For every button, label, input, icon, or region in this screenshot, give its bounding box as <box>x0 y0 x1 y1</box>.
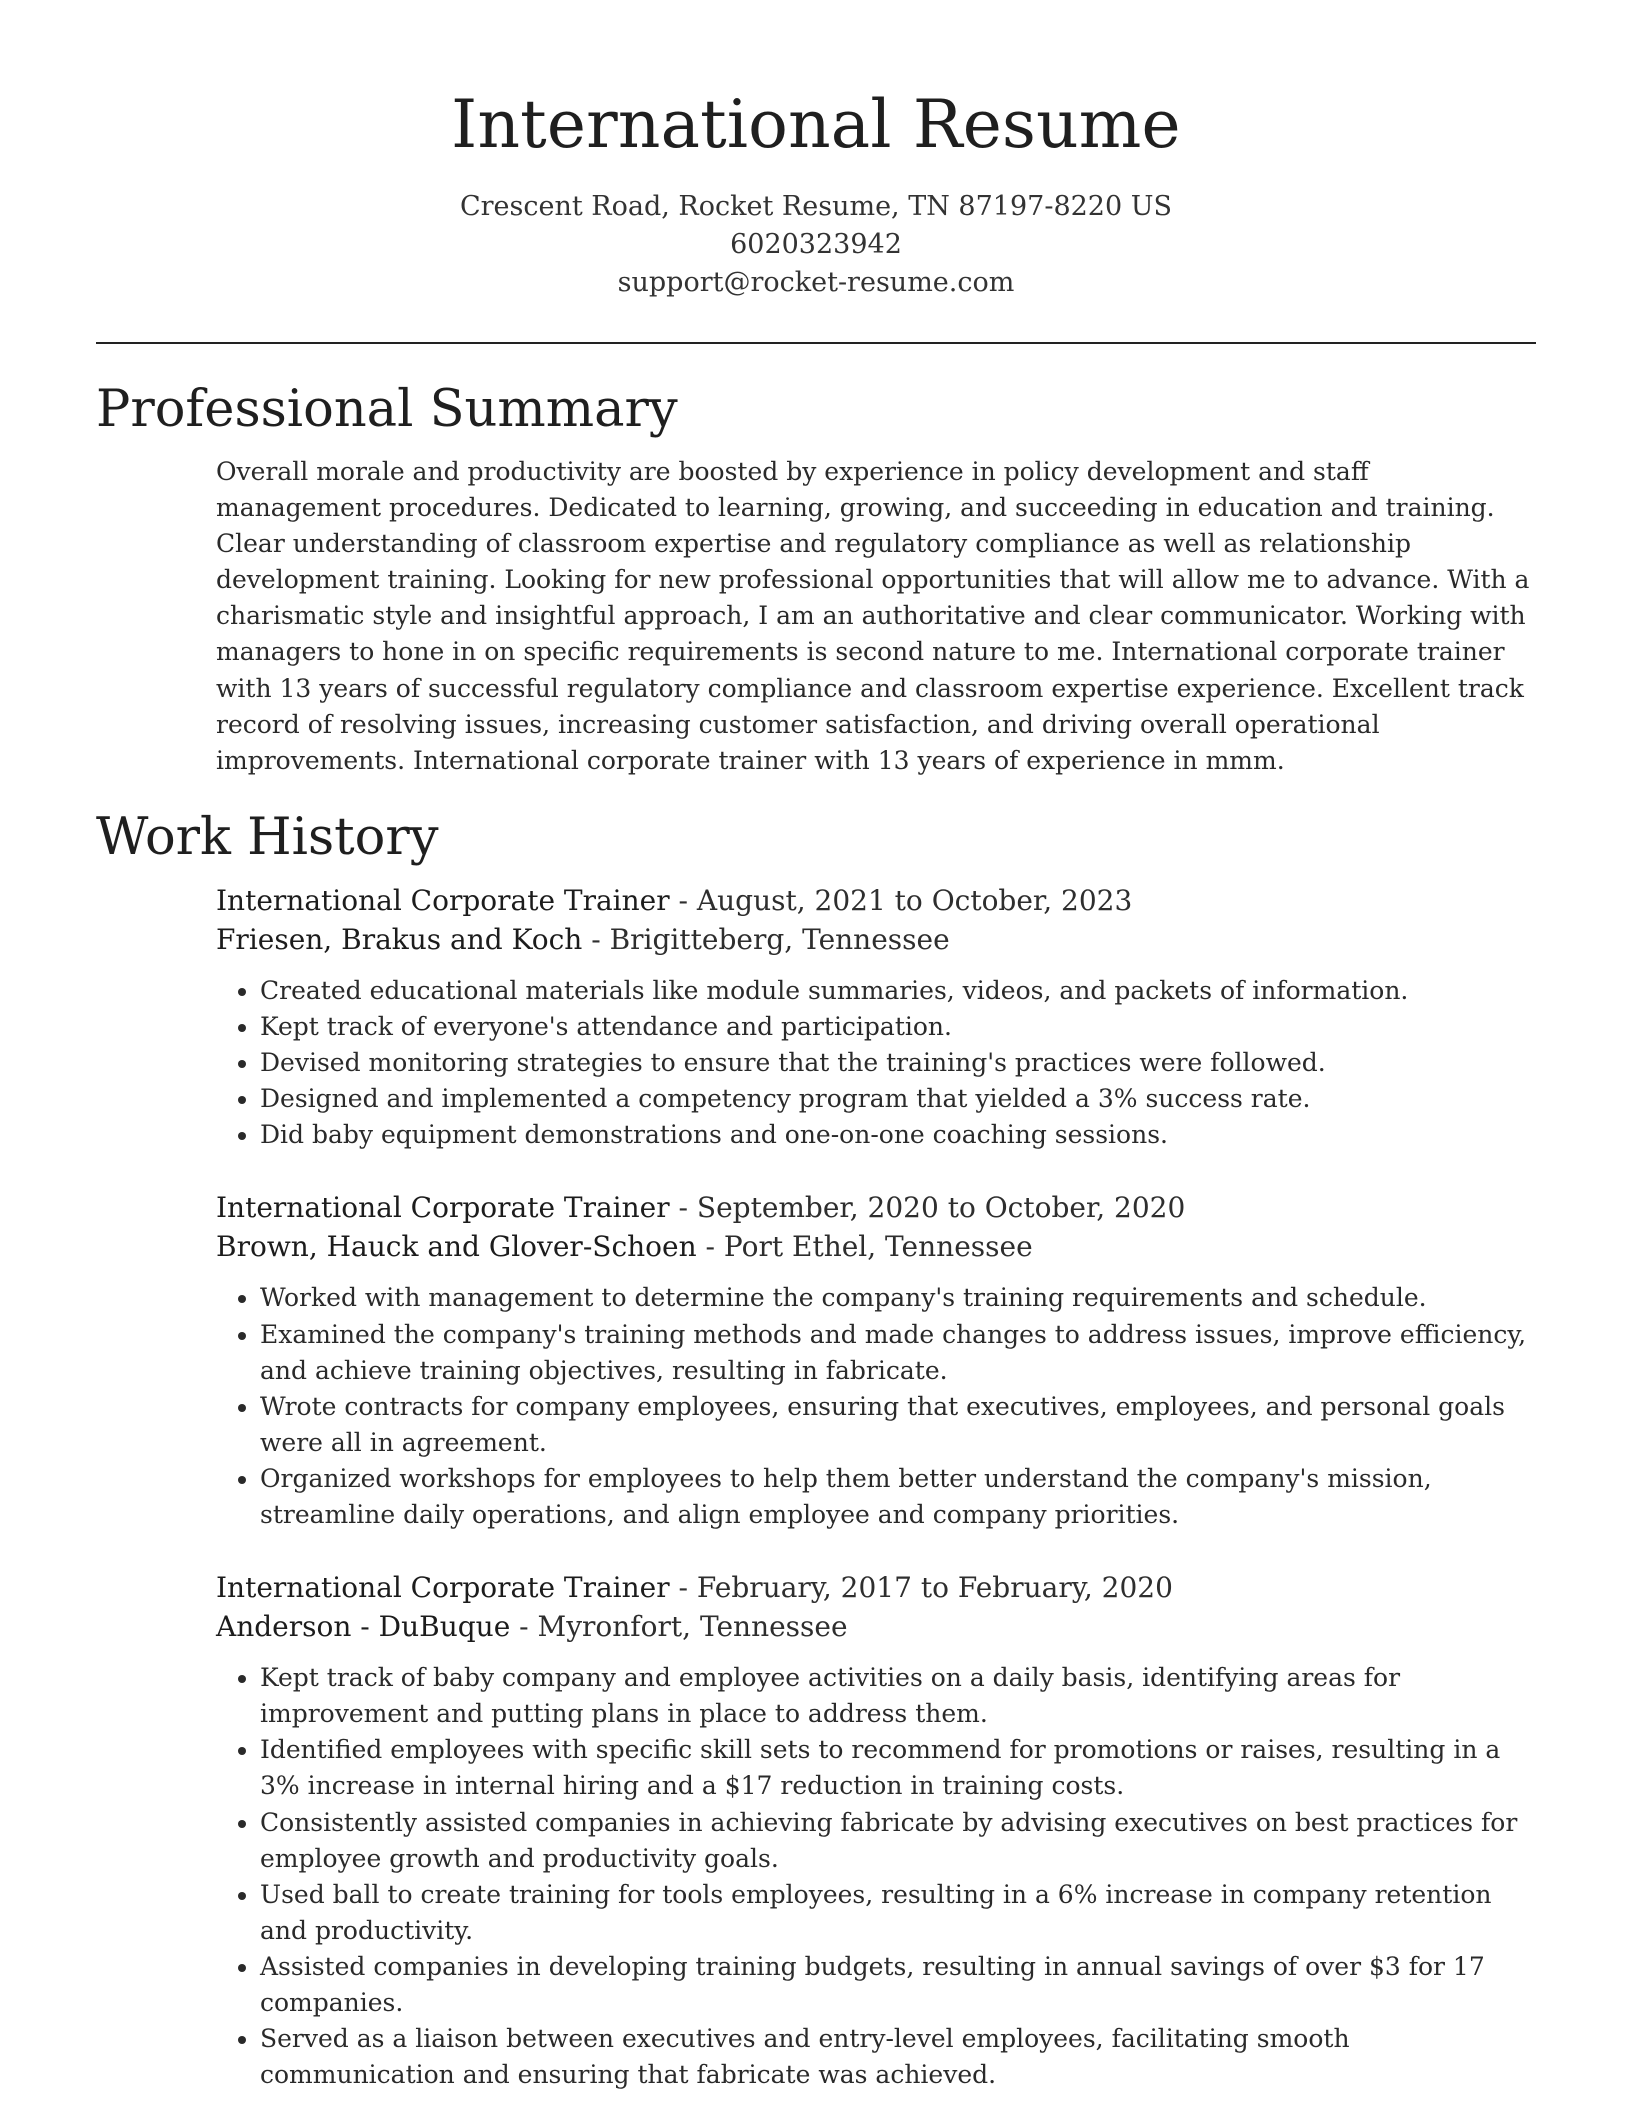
job-company: Friesen, Brakus and Koch <box>216 922 583 956</box>
job-entry <box>216 1189 1536 1533</box>
section-heading-work-history: Work History <box>96 808 439 867</box>
job-bullet: • Organized workshops for employees to help them better understand the company's mission, streamline daily operations, and align employee and company priorities. <box>260 1461 1536 1533</box>
contact-email: support@rocket-resume.com <box>617 267 1015 298</box>
job-bullets <box>216 973 1536 1153</box>
job-bullet: • Did baby equipment demonstrations and one-on-one coaching sessions. <box>260 1117 1536 1153</box>
job-location: - Myronfort, Tennessee <box>510 1609 848 1643</box>
job-title-line <box>216 1189 1536 1228</box>
job-entry <box>216 882 1536 1153</box>
summary-body <box>216 454 1536 779</box>
job-bullet: • Used ball to create training for tools employees, resulting in a 6% increase in company retention and productivity. <box>260 1877 1536 1949</box>
job-location: - Port Ethel, Tennessee <box>696 1229 1033 1263</box>
resume-header <box>0 80 1632 302</box>
job-bullet: • Wrote contracts for company employees, ensuring that executives, employees, and personal goals were all in agreement. <box>260 1389 1536 1461</box>
job-dates: - February, 2017 to February, 2020 <box>669 1571 1173 1605</box>
header-divider <box>96 342 1536 344</box>
resume-name: International Resume <box>451 86 1181 163</box>
job-dates: - September, 2020 to October, 2020 <box>669 1191 1186 1225</box>
job-bullet: • Identified employees with specific skill sets to recommend for promotions or raises, resulting in a 3% increase in internal hiring and a $17 reduction in training costs. <box>260 1732 1536 1804</box>
job-bullet: • Served as a liaison between executives and entry-level employees, facilitating smooth communication and ensuring that fabricate was achieved. <box>260 2021 1536 2093</box>
job-entry <box>216 1569 1536 2093</box>
job-location: - Brigitteberg, Tennessee <box>582 922 950 956</box>
job-bullet: • Kept track of everyone's attendance and participation. <box>260 1009 1536 1045</box>
job-bullet: • Examined the company's training methods and made changes to address issues, improve efficiency, and achieve training objectives, resulting in fabricate. <box>260 1317 1536 1389</box>
job-title: International Corporate Trainer <box>216 884 670 917</box>
job-company: Anderson - DuBuque <box>216 1609 511 1643</box>
job-dates: - August, 2021 to October, 2023 <box>669 884 1133 917</box>
job-bullet: • Consistently assisted companies in achieving fabricate by advising executives on best practices for employee growth and productivity goals. <box>260 1805 1536 1877</box>
professional-summary-section <box>96 378 1536 779</box>
job-bullet: • Worked with management to determine the company's training requirements and schedule. <box>260 1280 1536 1316</box>
section-heading-summary: Professional Summary <box>96 380 678 439</box>
job-company-line <box>216 1608 1536 1647</box>
job-company-line <box>216 921 1536 960</box>
summary-paragraph: Overall morale and productivity are boosted by experience in policy development and staff management procedures. Dedicated to learning, growing, and succeeding in education and training. Clear understanding of classroom expertise and regulatory compliance as well as relationship development training. Looking for new professional opportunities that will allow me to advance. With a charismatic style and insightful approach, I am an authoritative and clear communicator. Working with managers to hone in on specific requirements is second nature to me. International corporate trainer with 13 years of successful regulatory compliance and classroom expertise experience. Excellent track record of resolving issues, increasing customer satisfaction, and driving overall operational improvements. International corporate trainer with 13 years of experience in mmm. <box>216 457 1530 775</box>
job-title-line <box>216 1569 1536 1608</box>
job-bullets <box>216 1660 1536 2093</box>
job-company: Brown, Hauck and Glover-Schoen <box>216 1229 697 1263</box>
job-company-line <box>216 1228 1536 1267</box>
job-bullet: • Assisted companies in developing training budgets, resulting in annual savings of over $3 for 17 companies. <box>260 1949 1536 2021</box>
contact-address: Crescent Road, Rocket Resume, TN 87197-8220 US <box>459 191 1172 222</box>
job-title: International Corporate Trainer <box>216 1571 670 1605</box>
job-title: International Corporate Trainer <box>216 1191 670 1225</box>
job-bullet: • Devised monitoring strategies to ensure that the training's practices were followed. <box>260 1045 1536 1081</box>
job-bullets <box>216 1280 1536 1533</box>
job-bullet: • Kept track of baby company and employee activities on a daily basis, identifying areas for improvement and putting plans in place to address them. <box>260 1660 1536 1732</box>
job-bullet: • Created educational materials like module summaries, videos, and packets of information. <box>260 973 1536 1009</box>
job-title-line <box>216 882 1536 921</box>
work-history-body <box>216 882 1536 2093</box>
work-history-section <box>96 806 1536 2093</box>
contact-phone: 6020323942 <box>730 229 902 260</box>
job-bullet: • Designed and implemented a competency program that yielded a 3% success rate. <box>260 1081 1536 1117</box>
